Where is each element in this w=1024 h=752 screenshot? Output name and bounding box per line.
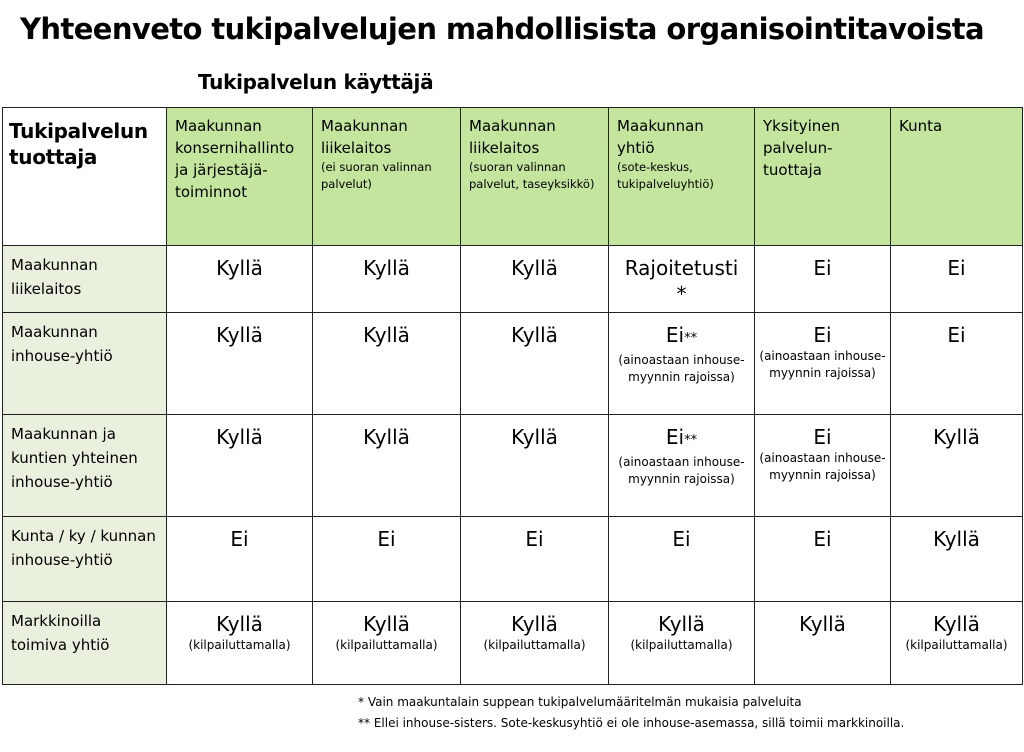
cell-value: Rajoitetusti *	[624, 256, 739, 306]
cell-value: Kyllä	[933, 527, 980, 551]
table-cell	[313, 313, 461, 415]
column-header-label: Maakunnan liikelaitos	[469, 117, 556, 157]
table-cell	[891, 517, 1023, 602]
table-cell	[313, 415, 461, 517]
table-row	[3, 517, 1023, 602]
table-row	[3, 602, 1023, 685]
cell-note: (ainoastaan inhouse-myynnin rajoissa)	[618, 455, 745, 486]
cell-value: Ei	[947, 323, 966, 347]
column-header-label: Kunta	[899, 117, 943, 135]
cell-value: Kyllä	[933, 425, 980, 449]
cell-value: Kyllä	[216, 323, 263, 347]
footnote-1: * Vain maakuntalain suppean tukipalvelumääritelmän mukaisia palveluita	[358, 695, 802, 709]
cell-value: Kyllä	[216, 256, 263, 280]
row-header: Maakunnan ja kuntien yhteinen inhouse-yhtiö	[3, 415, 167, 517]
header-row	[3, 108, 1023, 246]
cell-value: Kyllä	[363, 256, 410, 280]
table-cell	[167, 415, 313, 517]
table-cell	[609, 246, 755, 313]
column-header-label: Maakunnan konsernihallinto ja järjestäjä-toiminnot	[175, 117, 295, 201]
cell-note: (ainoastaan inhouse-myynnin rajoissa)	[759, 451, 886, 482]
cell-value: Ei	[525, 527, 544, 551]
column-header	[167, 108, 313, 246]
footnote-mark: **	[684, 331, 698, 346]
table-cell	[609, 313, 755, 415]
cell-note: (kilpailuttamalla)	[188, 638, 291, 652]
table-cell	[461, 415, 609, 517]
cell-value: Kyllä	[799, 612, 846, 636]
table-cell	[755, 602, 891, 685]
table-cell	[609, 602, 755, 685]
corner-header	[3, 108, 167, 246]
table-cell	[313, 517, 461, 602]
cell-value: Kyllä	[363, 323, 410, 347]
cell-note: (ainoastaan inhouse-myynnin rajoissa)	[618, 353, 745, 384]
footnote-2: ** Ellei inhouse-sisters. Sote-keskusyhtiö ei ole inhouse-asemassa, sillä toimii markkinoilla.	[358, 716, 905, 730]
table-row	[3, 415, 1023, 517]
table-cell	[755, 517, 891, 602]
cell-value: Ei	[947, 256, 966, 280]
cell-value: Kyllä	[933, 612, 980, 636]
corner-line-1: Tukipalvelun	[9, 119, 148, 143]
table-cell	[891, 415, 1023, 517]
cell-note: (kilpailuttamalla)	[335, 638, 438, 652]
table-cell	[167, 313, 313, 415]
summary-table	[2, 107, 1023, 685]
column-header	[891, 108, 1023, 246]
cell-value: Ei	[813, 425, 832, 449]
table-cell	[755, 313, 891, 415]
table-cell	[755, 415, 891, 517]
cell-value: Ei	[377, 527, 396, 551]
table-cell	[461, 313, 609, 415]
table-cell	[755, 246, 891, 313]
table-cell	[891, 246, 1023, 313]
column-header	[461, 108, 609, 246]
cell-note: (kilpailuttamalla)	[905, 638, 1008, 652]
cell-value: Kyllä	[216, 425, 263, 449]
column-header	[609, 108, 755, 246]
cell-value: Kyllä	[511, 612, 558, 636]
column-header-sub: (sote-keskus, tukipalveluyhtiö)	[617, 160, 714, 191]
footnotes	[358, 692, 904, 734]
row-header: Kunta / ky / kunnan inhouse-yhtiö	[3, 517, 167, 602]
cell-note: (kilpailuttamalla)	[630, 638, 733, 652]
table-cell	[461, 517, 609, 602]
cell-value: Ei	[813, 256, 832, 280]
column-header-sub: (suoran valinnan palvelut, taseyksikkö)	[469, 160, 595, 191]
footnote-mark: **	[684, 433, 698, 448]
cell-value: Ei	[230, 527, 249, 551]
cell-value: Kyllä	[511, 323, 558, 347]
table-cell	[891, 313, 1023, 415]
column-header-label: Maakunnan yhtiö	[617, 117, 704, 157]
cell-value: Ei	[665, 425, 685, 449]
table-cell	[461, 602, 609, 685]
table-cell	[461, 246, 609, 313]
column-group-title: Tukipalvelun käyttäjä	[198, 70, 434, 94]
table-cell	[167, 602, 313, 685]
row-header: Maakunnan inhouse-yhtiö	[3, 313, 167, 415]
column-header	[313, 108, 461, 246]
corner-line-2: tuottaja	[9, 145, 98, 169]
row-header: Markkinoilla toimiva yhtiö	[3, 602, 167, 685]
cell-note: (ainoastaan inhouse-myynnin rajoissa)	[759, 349, 886, 380]
cell-value: Ei	[672, 527, 691, 551]
table-cell	[313, 246, 461, 313]
cell-value: Ei	[813, 527, 832, 551]
table-cell	[167, 246, 313, 313]
table-cell	[609, 517, 755, 602]
cell-value: Kyllä	[658, 612, 705, 636]
cell-value: Ei	[813, 323, 832, 347]
page-title: Yhteenveto tukipalvelujen mahdollisista organisointitavoista	[20, 12, 984, 46]
cell-value: Kyllä	[363, 425, 410, 449]
table-cell	[313, 602, 461, 685]
column-header-label: Yksityinen palvelun-tuottaja	[763, 117, 840, 179]
table-row	[3, 313, 1023, 415]
cell-note: (kilpailuttamalla)	[483, 638, 586, 652]
row-header: Maakunnan liikelaitos	[3, 246, 167, 313]
column-header	[755, 108, 891, 246]
table-cell	[609, 415, 755, 517]
cell-value: Kyllä	[511, 256, 558, 280]
column-header-label: Maakunnan liikelaitos	[321, 117, 408, 157]
column-header-sub: (ei suoran valinnan palvelut)	[321, 160, 432, 191]
table-cell	[167, 517, 313, 602]
table-row	[3, 246, 1023, 313]
cell-value: Kyllä	[216, 612, 263, 636]
cell-value: Kyllä	[363, 612, 410, 636]
cell-value: Ei	[665, 323, 685, 347]
cell-value: Kyllä	[511, 425, 558, 449]
table-cell	[891, 602, 1023, 685]
